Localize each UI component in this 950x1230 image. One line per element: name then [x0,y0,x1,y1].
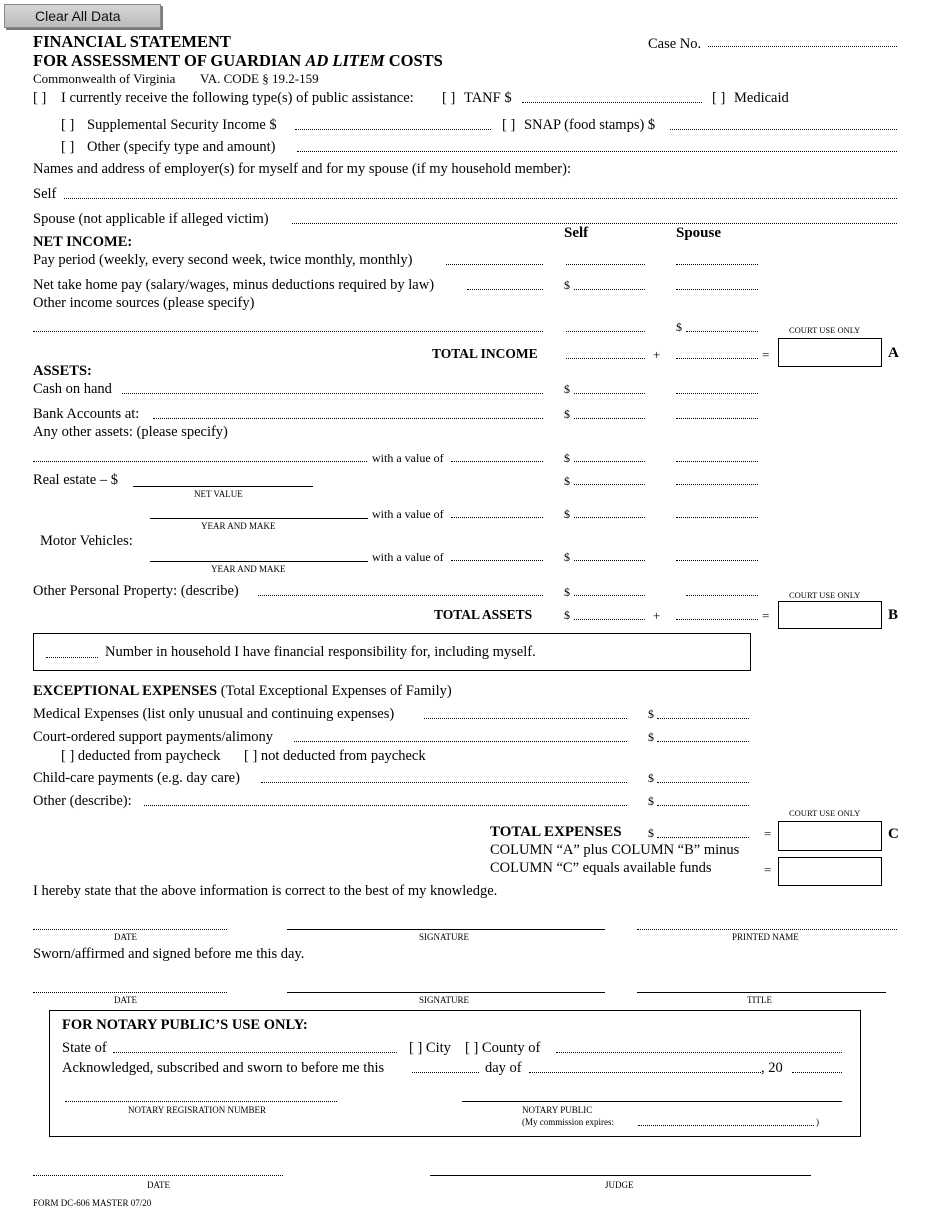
judge-signature-field[interactable] [430,1175,811,1176]
support-label: Court-ordered support payments/alimony [33,729,274,745]
notary-heading: FOR NOTARY PUBLIC’S USE ONLY: [62,1017,308,1033]
other-assets-description-field[interactable] [33,461,367,462]
dollar-sign: $ [564,451,570,465]
other-expenses-field[interactable] [144,805,627,806]
column-spouse-header: Spouse [676,225,722,241]
title-field[interactable] [637,992,886,993]
vehicle2-value-field[interactable] [451,560,543,561]
other-income-label: Other income sources (please specify) [33,295,255,311]
total-income-spouse-field[interactable] [676,358,758,359]
dollar-sign: $ [564,585,570,599]
employer-self-field[interactable] [64,198,897,199]
court-use-box-b[interactable] [778,601,882,629]
household-label: Number in household I have financial responsibility for, including myself. [105,644,536,660]
cash-self-field[interactable] [574,393,645,394]
notary-registration-field[interactable] [65,1101,337,1102]
real-estate-net-value-field[interactable] [133,486,313,487]
expenses-heading-bold: EXCEPTIONAL EXPENSES [33,683,218,699]
tanf-amount-field[interactable] [522,102,702,103]
code-reference: VA. CODE § 19.2-159 [200,71,319,86]
court-use-label: COURT USE ONLY [789,325,861,335]
notary-public-caption: NOTARY PUBLIC [522,1105,593,1115]
vehicle1-year-make-field[interactable] [150,518,368,519]
signature-caption: SIGNATURE [419,995,470,1005]
real-estate-label: Real estate – $ [33,472,118,488]
bank-spouse-field[interactable] [676,418,758,419]
state-of-field[interactable] [113,1052,397,1053]
take-home-self-field[interactable] [574,289,645,290]
vehicle2-spouse-field[interactable] [676,560,758,561]
other-assets-self-field[interactable] [574,461,645,462]
equals-sign: = [764,862,772,877]
personal-property-field[interactable] [258,595,543,596]
formula-line-1: COLUMN “A” plus COLUMN “B” minus [490,842,740,858]
case-no-label: Case No. [648,36,702,52]
bank-accounts-field[interactable] [153,418,543,419]
attest-signature-field[interactable] [287,929,605,930]
pay-period-spouse-field[interactable] [676,264,758,265]
childcare-leader [261,782,627,783]
subtitle-part: COSTS [384,51,443,70]
dollar-sign: $ [648,826,654,840]
motor-vehicles-label: Motor Vehicles: [40,533,133,549]
acknowledged-month-field[interactable] [529,1072,761,1073]
court-use-box-a[interactable] [778,338,882,367]
other-assistance-label: Other (specify type and amount) [87,139,276,155]
childcare-label: Child-care payments (e.g. day care) [33,770,240,786]
assistance-checkbox[interactable]: [ ] [33,90,47,106]
cash-spouse-field[interactable] [676,393,758,394]
other-income-spouse-field[interactable] [686,331,758,332]
other-income-self-field[interactable] [566,331,645,332]
with-value-label: with a value of [372,451,444,465]
tanf-label: TANF $ [464,90,512,106]
employer-self-label: Self [33,186,57,202]
year-make-caption: YEAR AND MAKE [211,564,286,574]
dollar-sign: $ [564,407,570,421]
medical-leader [424,718,627,719]
year-make-caption: YEAR AND MAKE [201,521,276,531]
bank-accounts-label: Bank Accounts at: [33,406,140,422]
employer-intro: Names and address of employer(s) for myself and for my spouse (if my household member): [33,161,571,177]
real-estate-spouse-field[interactable] [676,484,758,485]
commission-close: ) [816,1117,819,1127]
day-of-label: day of [485,1060,522,1076]
snap-checkbox[interactable]: [ ] [502,117,516,133]
tanf-checkbox[interactable]: [ ] [442,90,456,106]
total-expenses-field[interactable] [657,837,749,838]
expenses-heading-note: (Total Exceptional Expenses of Family) [220,683,452,699]
attestation-statement: I hereby state that the above information is correct to the best of my knowledge. [33,883,498,899]
other-expenses-label: Other (describe): [33,793,132,809]
total-income-self-field[interactable] [566,358,645,359]
ssi-label: Supplemental Security Income $ [87,117,277,133]
other-assets-value-field[interactable] [451,461,543,462]
dollar-sign: $ [648,771,654,785]
sworn-date-field[interactable] [33,992,227,993]
commission-label: (My commission expires: [522,1117,614,1127]
support-amount-field[interactable] [657,741,749,742]
dollar-sign: $ [564,550,570,564]
column-b-letter: B [888,607,899,623]
printed-name-field[interactable] [637,929,897,930]
case-no-field[interactable] [708,46,897,47]
other-assistance-checkbox[interactable]: [ ] [61,139,75,155]
snap-label: SNAP (food stamps) $ [524,117,656,133]
take-home-spouse-field[interactable] [676,289,758,290]
not-deducted-checkbox[interactable]: [ ] not deducted from paycheck [244,748,426,764]
acknowledged-year-field[interactable] [792,1072,842,1073]
other-assets-label: Any other assets: (please specify) [33,424,228,440]
city-checkbox[interactable]: [ ] City [409,1040,451,1056]
acknowledged-day-field[interactable] [412,1072,479,1073]
take-home-label: Net take home pay (salary/wages, minus deductions required by law) [33,277,435,293]
assets-heading: ASSETS: [33,363,92,379]
expenses-heading [33,683,452,700]
dollar-sign: $ [648,730,654,744]
form-id: FORM DC-606 MASTER 07/20 [33,1198,152,1208]
with-value-label: with a value of [372,507,444,521]
plus-sign: + [653,347,661,362]
ssi-amount-field[interactable] [295,129,491,130]
form-title: FINANCIAL STATEMENT [33,32,231,51]
support-leader [294,741,627,742]
court-use-box-c[interactable] [778,821,882,851]
other-income-description-field[interactable] [33,331,543,332]
personal-property-spouse-field[interactable] [686,595,758,596]
form-subtitle [33,51,443,71]
total-expenses-label: TOTAL EXPENSES [490,824,622,840]
bank-self-field[interactable] [574,418,645,419]
dollar-sign: $ [648,707,654,721]
pay-period-self-field[interactable] [566,264,645,265]
state-of-label: State of [62,1040,107,1056]
other-expenses-amount-field[interactable] [657,805,749,806]
plus-sign: + [653,608,661,623]
equals-sign: = [762,347,770,362]
medical-label: Medical Expenses (list only unusual and continuing expenses) [33,706,395,722]
vehicle1-self-field[interactable] [574,517,645,518]
net-value-caption: NET VALUE [194,489,243,499]
available-funds-box[interactable] [778,857,882,886]
total-assets-label: TOTAL ASSETS [434,607,533,622]
vehicle2-self-field[interactable] [574,560,645,561]
sworn-signature-field[interactable] [287,992,605,993]
snap-amount-field[interactable] [670,129,897,130]
formula-line-2: COLUMN “C” equals available funds [490,860,712,876]
ssi-checkbox[interactable]: [ ] [61,117,75,133]
column-a-letter: A [888,345,899,361]
medical-amount-field[interactable] [657,718,749,719]
net-income-heading: NET INCOME: [33,234,133,250]
total-assets-spouse-field[interactable] [676,619,758,620]
county-checkbox[interactable]: [ ] County of [465,1040,541,1056]
judge-date-field[interactable] [33,1175,283,1176]
with-value-label: with a value of [372,550,444,564]
vehicle1-spouse-field[interactable] [676,517,758,518]
county-field[interactable] [556,1052,842,1053]
real-estate-self-field[interactable] [574,484,645,485]
subtitle-italic: AD LITEM [305,51,385,70]
dollar-sign: $ [564,608,570,622]
other-assets-spouse-field[interactable] [676,461,758,462]
dollar-sign: $ [676,320,682,334]
equals-sign: = [762,608,770,623]
total-income-label: TOTAL INCOME [432,346,538,361]
dollar-sign: $ [564,474,570,488]
dollar-sign: $ [564,278,570,292]
printed-name-caption: PRINTED NAME [732,932,799,942]
employer-spouse-field[interactable] [292,223,897,224]
employer-spouse-label: Spouse (not applicable if alleged victim) [33,211,269,227]
childcare-amount-field[interactable] [657,782,749,783]
commission-expires-field[interactable] [638,1125,814,1126]
jurisdiction-label: Commonwealth of Virginia [33,71,176,86]
column-c-letter: C [888,826,899,842]
vehicle1-value-field[interactable] [451,517,543,518]
sworn-statement: Sworn/affirmed and signed before me this day. [33,946,305,962]
cash-leader [122,393,543,394]
dollar-sign: $ [564,382,570,396]
pay-period-leader [446,264,543,265]
cash-label: Cash on hand [33,381,112,397]
personal-property-self-field[interactable] [574,595,645,596]
other-assistance-field[interactable] [297,151,897,152]
date-caption: DATE [147,1180,170,1190]
take-home-leader [467,289,543,290]
acknowledged-label: Acknowledged, subscribed and sworn to before me this [62,1060,385,1076]
court-use-label: COURT USE ONLY [789,808,861,818]
court-use-label: COURT USE ONLY [789,590,861,600]
year-prefix-label: , 20 [761,1060,783,1076]
subtitle-part: FOR ASSESSMENT OF GUARDIAN [33,51,306,70]
notary-signature-field[interactable] [462,1101,842,1102]
dollar-sign: $ [648,794,654,808]
date-caption: DATE [114,932,137,942]
registration-caption: NOTARY REGISRATION NUMBER [128,1105,266,1115]
attest-date-field[interactable] [33,929,227,930]
medicaid-label: Medicaid [734,90,789,106]
clear-all-data-button[interactable]: Clear All Data [4,4,161,28]
deducted-checkbox[interactable]: [ ] deducted from paycheck [61,748,221,764]
column-self-header: Self [564,225,589,241]
personal-property-label: Other Personal Property: (describe) [33,583,239,599]
total-assets-self-field[interactable] [574,619,645,620]
assistance-intro: I currently receive the following type(s) of public assistance: [61,90,414,106]
judge-caption: JUDGE [605,1180,634,1190]
title-caption: TITLE [747,995,772,1005]
date-caption: DATE [114,995,137,1005]
vehicle2-year-make-field[interactable] [150,561,368,562]
equals-sign: = [764,826,772,841]
signature-caption: SIGNATURE [419,932,470,942]
household-count-field[interactable] [46,657,98,658]
pay-period-label: Pay period (weekly, every second week, twice monthly, monthly) [33,252,413,268]
medicaid-checkbox[interactable]: [ ] [712,90,726,106]
dollar-sign: $ [564,507,570,521]
